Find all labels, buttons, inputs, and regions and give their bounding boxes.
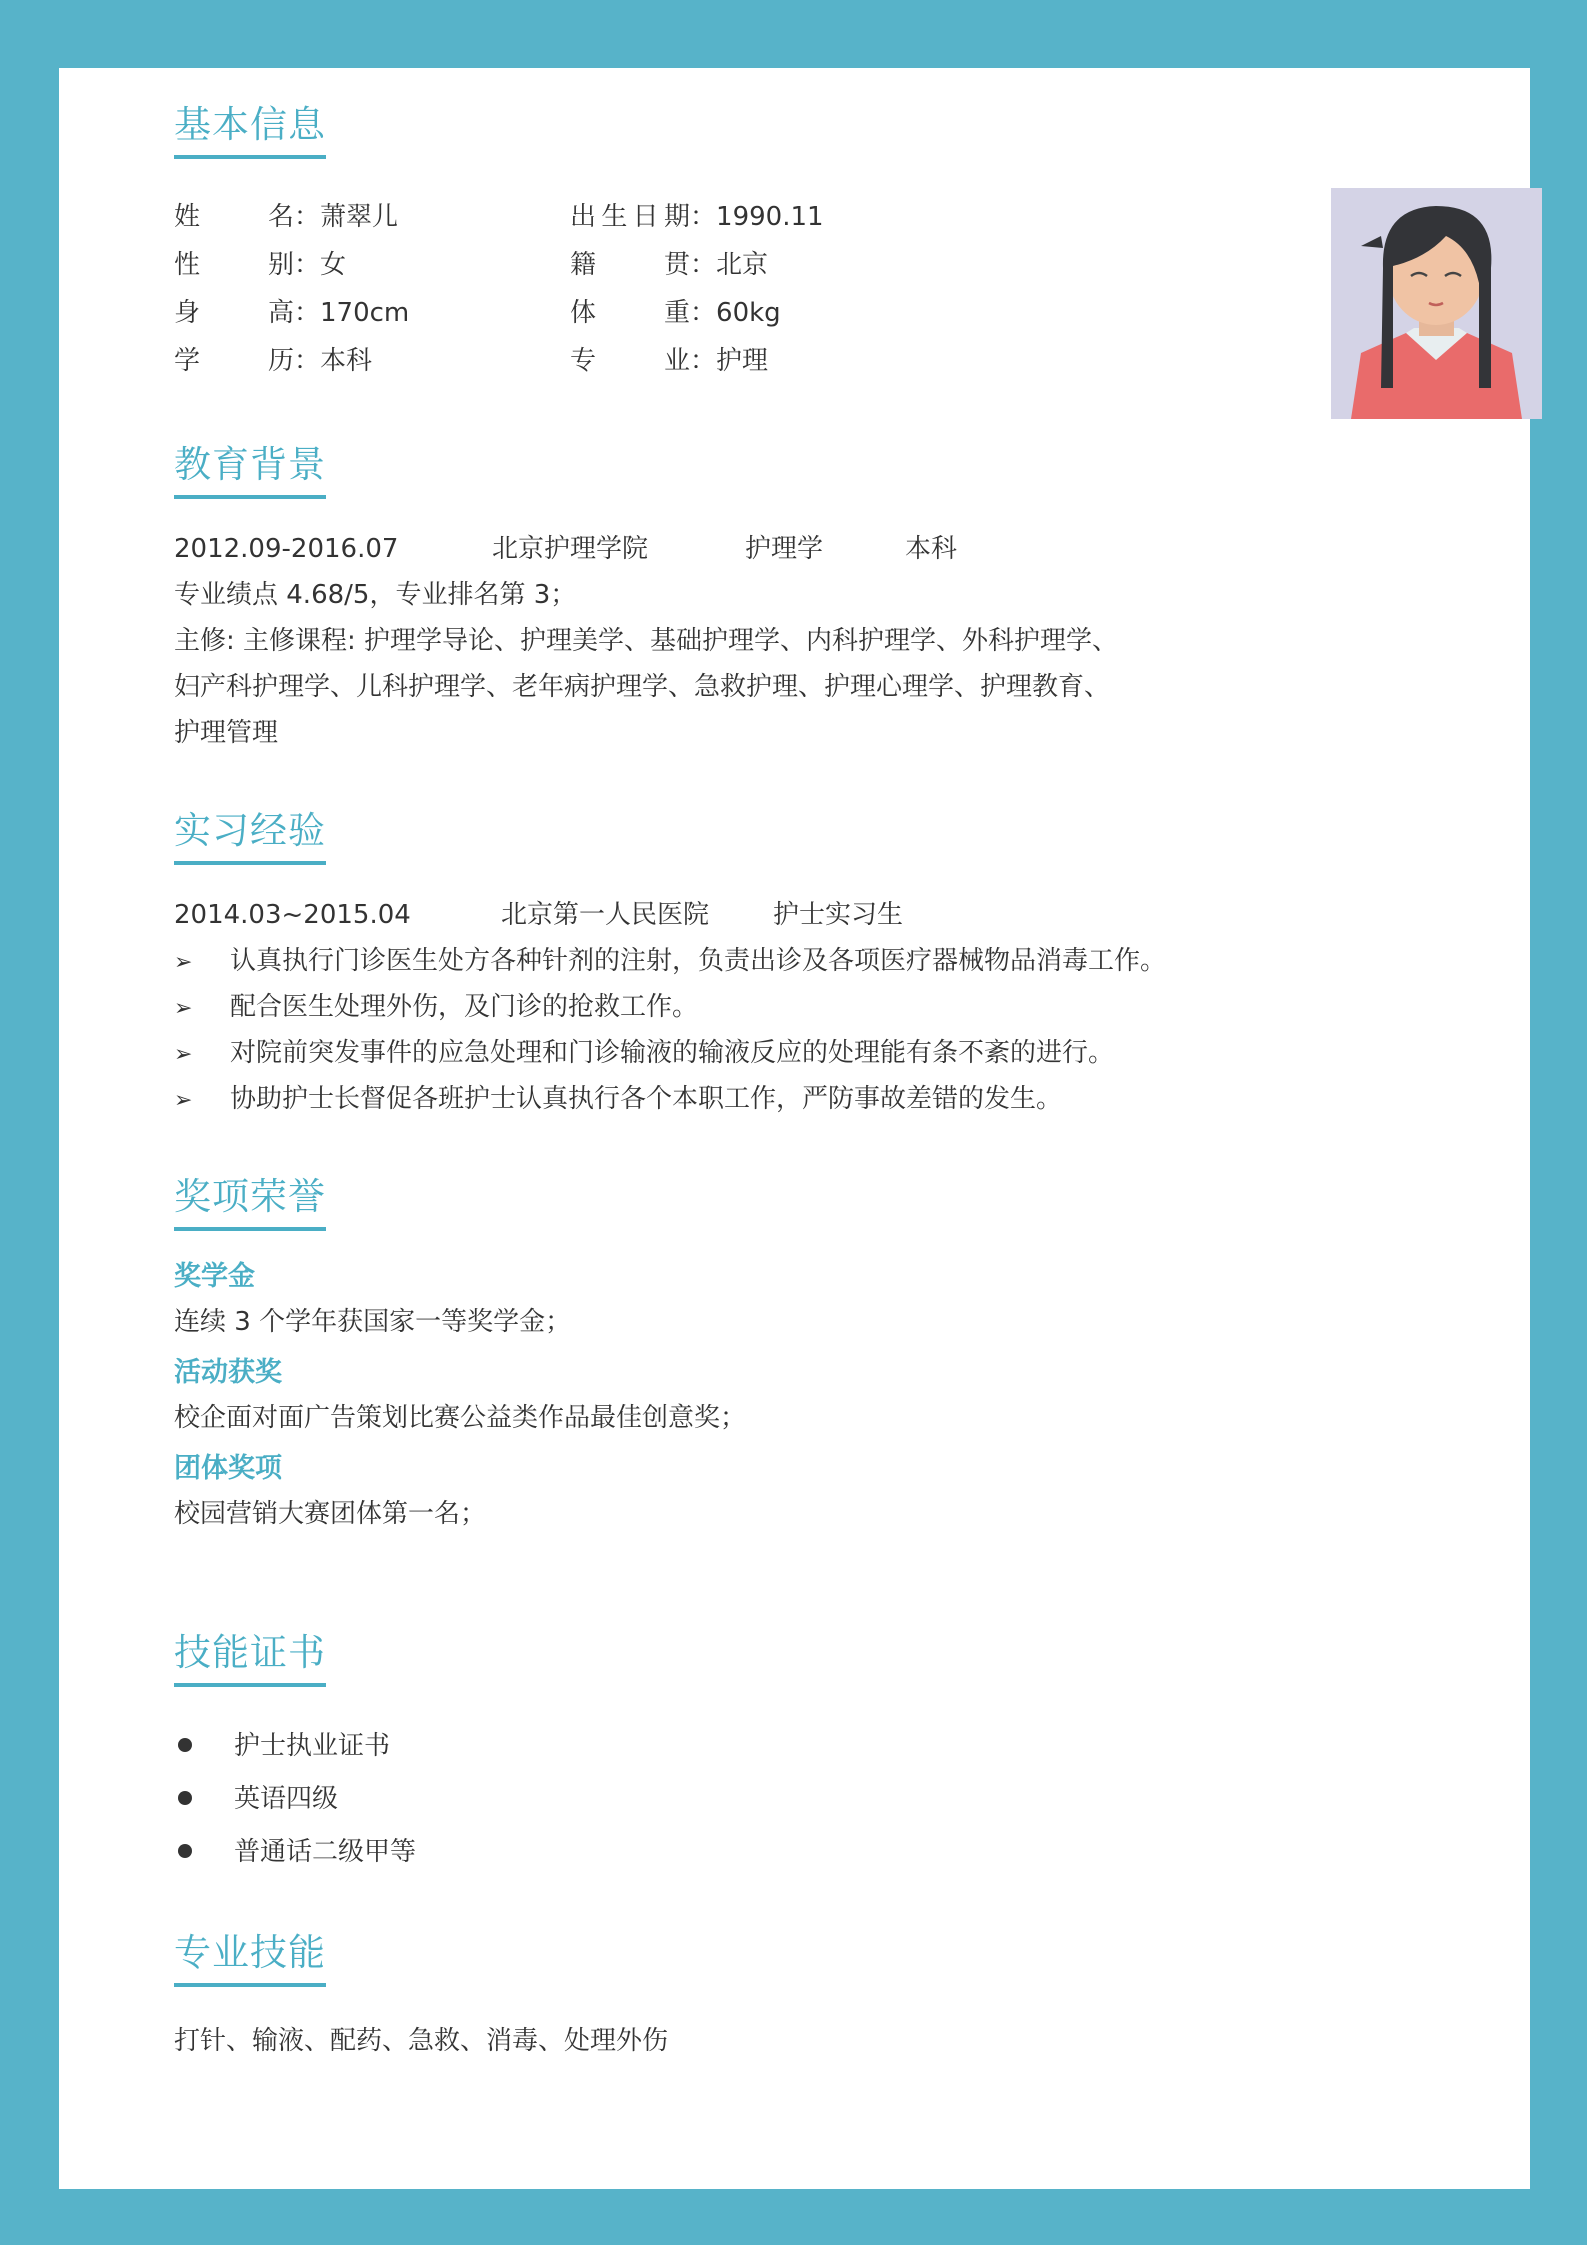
info-value: 60kg [716, 298, 781, 328]
list-item: ➢ 对院前突发事件的应急处理和门诊输液的输液反应的处理能有条不紊的进行。 [174, 1038, 1115, 1068]
dot-bullet-icon [178, 1844, 192, 1858]
education-courses: 主修: 主修课程: 护理学导论、护理美学、基础护理学、内科护理学、外科护理学、 [174, 626, 1119, 656]
section-title-certs: 技能证书 [174, 1630, 326, 1687]
info-label: 籍 贯 [570, 250, 691, 280]
info-label: 体 重 [570, 298, 691, 328]
education-row [174, 533, 957, 567]
internship-role: 护士实习生 [773, 900, 904, 930]
education-courses: 护理管理 [174, 718, 279, 748]
list-item: ➢ 协助护士长督促各班护士认真执行各个本职工作，严防事故差错的发生。 [174, 1084, 1063, 1114]
section-title-skills: 专业技能 [174, 1930, 326, 1987]
list-item: ➢ 配合医生处理外伤，及门诊的抢救工作。 [174, 992, 699, 1022]
info-label: 身 高 [174, 298, 294, 328]
arrow-bullet-icon: ➢ [174, 950, 193, 975]
education-degree: 本科 [905, 534, 958, 564]
arrow-bullet-icon: ➢ [174, 996, 193, 1021]
info-value: 女 [320, 250, 347, 280]
info-label: 出生日期 [570, 202, 691, 232]
list-item: 普通话二级甲等 [174, 1836, 416, 1870]
education-school: 北京护理学院 [492, 534, 649, 564]
award-category: 活动获奖 [174, 1357, 282, 1388]
award-category: 团体奖项 [174, 1453, 282, 1484]
info-value: 170cm [320, 298, 410, 328]
info-row: 学 历：本科 专 业：护理 [174, 345, 768, 379]
award-text: 连续 3 个学年获国家一等奖学金； [174, 1307, 572, 1337]
award-category: 奖学金 [174, 1261, 255, 1292]
section-title-internship: 实习经验 [174, 808, 326, 865]
list-item: 护士执业证书 [174, 1730, 390, 1764]
resume-sheet [59, 68, 1530, 2189]
info-label: 学 历 [174, 346, 294, 376]
skills-text: 打针、输液、配药、急救、消毒、处理外伤 [174, 2026, 669, 2056]
internship-row [174, 899, 903, 933]
dot-bullet-icon [178, 1791, 192, 1805]
dot-bullet-icon [178, 1738, 192, 1752]
arrow-bullet-icon: ➢ [174, 1042, 193, 1067]
education-courses: 妇产科护理学、儿科护理学、老年病护理学、急救护理、护理心理学、护理教育、 [174, 672, 1111, 702]
list-item: 英语四级 [174, 1783, 338, 1817]
education-gpa: 专业绩点 4.68/5，专业排名第 3； [174, 580, 577, 610]
info-value: 护理 [716, 346, 769, 376]
section-title-basic: 基本信息 [174, 102, 326, 159]
info-label: 专 业 [570, 346, 691, 376]
education-period: 2012.09-2016.07 [174, 534, 399, 564]
info-value: 1990.11 [716, 202, 824, 232]
internship-period: 2014.03~2015.04 [174, 900, 411, 930]
section-title-education: 教育背景 [174, 442, 326, 499]
info-row: 姓 名：萧翠儿 出生日期：1990.11 [174, 201, 824, 235]
info-label: 姓 名 [174, 202, 294, 232]
list-item: ➢ 认真执行门诊医生处方各种针剂的注射，负责出诊及各项医疗器械物品消毒工作。 [174, 946, 1167, 976]
award-text: 校企面对面广告策划比赛公益类作品最佳创意奖； [174, 1403, 747, 1433]
info-label: 性 别 [174, 250, 294, 280]
education-major: 护理学 [745, 534, 824, 564]
info-value: 本科 [320, 346, 373, 376]
avatar [1331, 188, 1542, 419]
info-value: 北京 [716, 250, 769, 280]
award-text: 校园营销大赛团体第一名； [174, 1499, 487, 1529]
info-value: 萧翠儿 [320, 202, 399, 232]
section-title-awards: 奖项荣誉 [174, 1174, 326, 1231]
info-row: 身 高：170cm 体 重：60kg [174, 297, 781, 331]
info-row: 性 别：女 籍 贯：北京 [174, 249, 768, 283]
internship-org: 北京第一人民医院 [501, 900, 710, 930]
arrow-bullet-icon: ➢ [174, 1088, 193, 1113]
